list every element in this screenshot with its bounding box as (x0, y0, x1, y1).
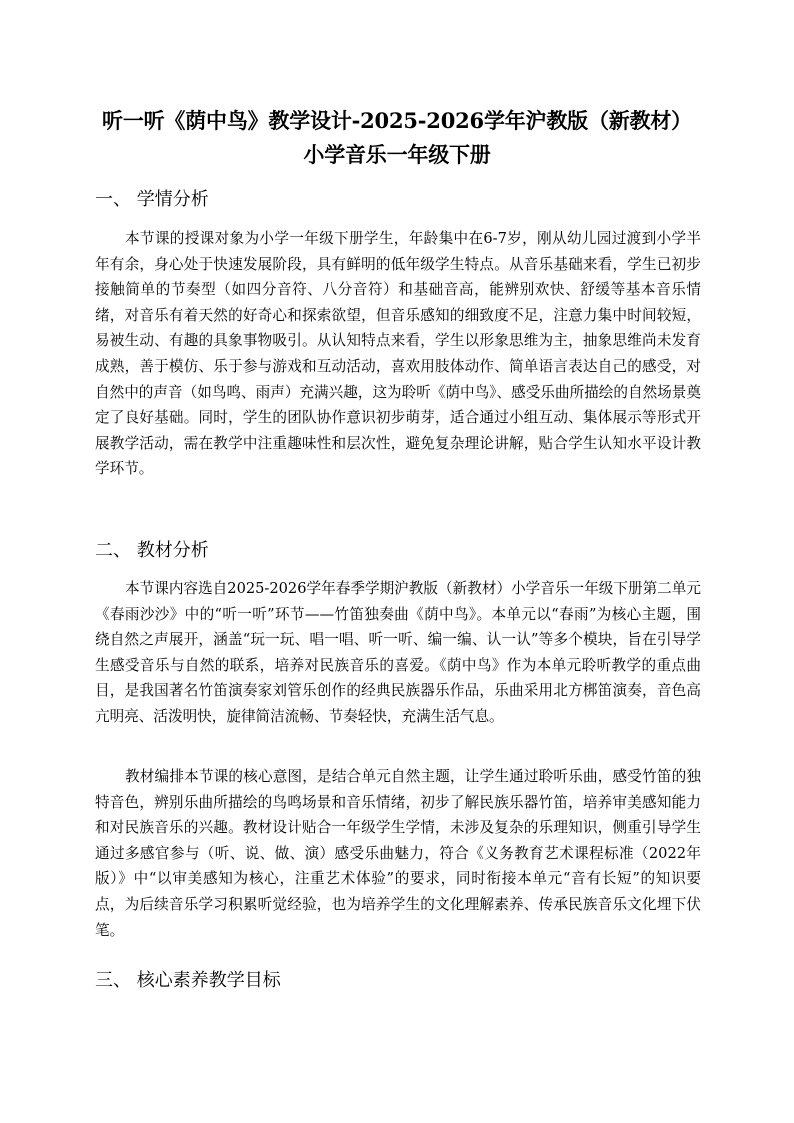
paragraph-learner-analysis: 本节课的授课对象为小学一年级下册学生，年龄集中在6-7岁，刚从幼儿园过渡到小学半年有余，身心处于快速发展阶段，具有鲜明的低年级学生特点。从音乐基础来看，学生已初步接触简单的节奏型（如四分音符、八分音符）和基础音高，能辨别欢快、舒缓等基本音乐情绪，对音乐有着天然的好奇心和探索欲望，但音乐感知的细致度不足，注意力集中时间较短，易被生动、有趣的具象事物吸引。从认知特点来看，学生以形象思维为主，抽象思维尚未发育成熟，善于模仿、乐于参与游戏和互动活动，喜欢用肢体动作、简单语言表达自己的感受，对自然中的声音（如鸟鸣、雨声）充满兴趣，这为聆听《荫中鸟》、感受乐曲所描绘的自然场景奠定了良好基础。同时，学生的团队协作意识初步萌芽，适合通过小组互动、集体展示等形式开展教学活动，需在教学中注重趣味性和层次性，避免复杂理论讲解，贴合学生认知水平设计教学环节。 (95, 230, 701, 478)
section-heading-learner-analysis: 一、 学情分析 (95, 189, 209, 210)
paragraph-textbook-analysis-2: 教材编排本节课的核心意图，是结合单元自然主题，让学生通过聆听乐曲，感受竹笛的独特音色，辨别乐曲所描绘的鸟鸣场景和音乐情绪，初步了解民族乐器竹笛，培养审美感知能力和对民族音乐的兴趣。教材设计贴合一年级学生学情，未涉及复杂的乐理知识，侧重引导学生通过多感官参与（听、说、做、演）感受乐曲魅力，符合《义务教育艺术课程标准（2022年版）》中“以审美感知为核心，注重艺术体验”的要求，同时衔接本单元“音有长短”的知识要点，为后续音乐学习积累听觉经验，也为培养学生的文化理解素养、传承民族音乐文化埋下伏笔。 (95, 768, 701, 939)
section-heading-textbook-analysis: 二、 教材分析 (95, 540, 209, 561)
paragraph-textbook-analysis-1: 本节课内容选自2025-2026学年春季学期沪教版（新教材）小学音乐一年级下册第二单元《春雨沙沙》中的“听一听”环节——竹笛独奏曲《荫中鸟》。本单元以“春雨”为核心主题，围绕自然之声展开，涵盖“玩一玩、唱一唱、听一听、编一编、认一认”等多个模块，旨在引导学生感受音乐与自然的联系，培养对民族音乐的喜爱。《荫中鸟》作为本单元聆听教学的重点曲目，是我国著名竹笛演奏家刘管乐创作的经典民族器乐作品，乐曲采用北方梆笛演奏，音色高亢明亮、活泼明快，旋律简洁流畅、节奏轻快，充满生活气息。 (95, 580, 701, 725)
section-heading-core-objectives: 三、 核心素养教学目标 (95, 970, 281, 991)
document-title: 听一听《荫中鸟》教学设计-2025-2026学年沪教版（新教材）小学音乐一年级下册 (102, 108, 692, 167)
